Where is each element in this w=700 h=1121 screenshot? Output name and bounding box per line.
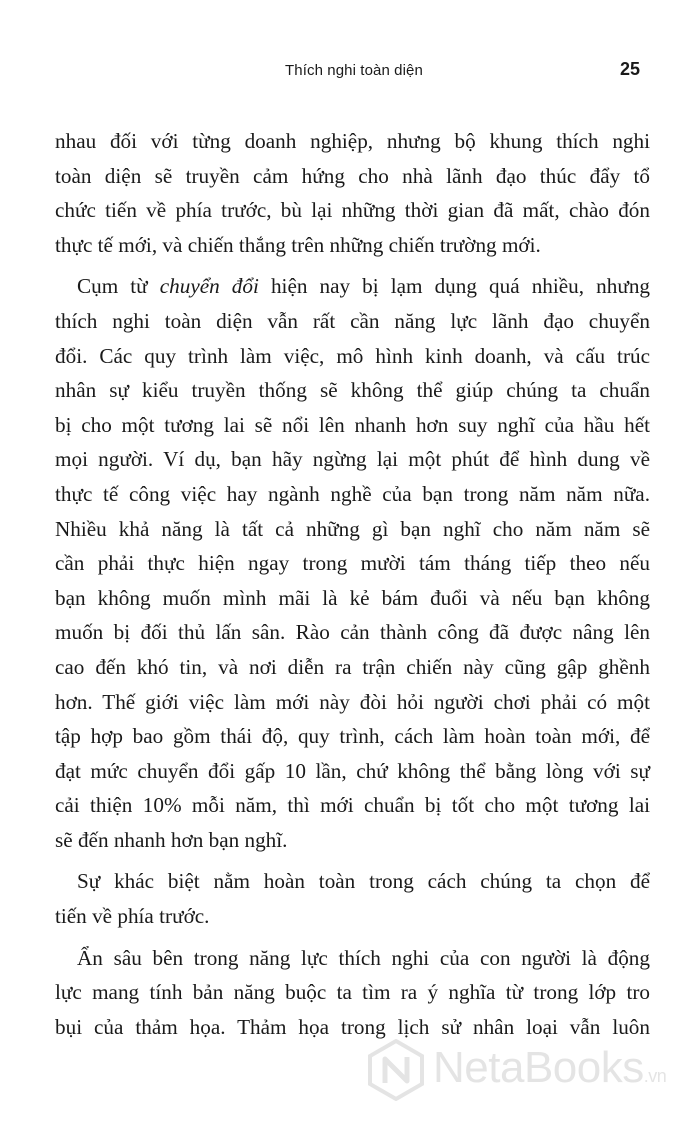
text-line: bạn không muốn mình mãi là kẻ bám đuổi và nếu bạn không	[55, 585, 650, 610]
text-line: mọi người. Ví dụ, bạn hãy ngừng lại một phút để hình dung về	[55, 447, 650, 472]
paragraph-4	[55, 941, 650, 1045]
text-line: đạt mức chuyển đổi gấp 10 lần, chứ không thể bằng lòng với sự	[55, 758, 650, 783]
text-line: tiến về phía trước.	[55, 904, 210, 929]
text-line: cao đến khó tin, và nơi diễn ra trận chiến này cũng gập ghềnh	[55, 654, 650, 679]
text-line: cải thiện 10% mỗi năm, thì mới chuẩn bị tốt cho một tương lai	[55, 793, 650, 818]
italic-term: chuyển đổi	[159, 274, 259, 299]
text-line: thực tế mới, và chiến thắng trên những chiến trường mới.	[55, 232, 541, 257]
text-line: Sự khác biệt nằm hoàn toàn trong cách chúng ta chọn để	[77, 869, 650, 894]
paragraph-3	[55, 864, 650, 933]
paragraph-1	[55, 124, 650, 262]
body-text	[55, 124, 650, 1051]
text-line: toàn diện sẽ truyền cảm hứng cho nhà lãnh đạo thúc đẩy tổ	[55, 163, 650, 188]
text-line: bụi của thảm họa. Thảm họa trong lịch sử nhân loại vẫn luôn	[55, 1014, 650, 1039]
text-line: nhau đối với từng doanh nghiệp, nhưng bộ khung thích nghi	[55, 129, 650, 153]
text-line: chức tiến về phía trước, bù lại những thời gian đã mất, chào đón	[55, 198, 650, 223]
text-line: tập hợp bao gồm thái độ, quy trình, cách làm hoàn toàn mới, để	[55, 724, 650, 749]
paragraph-2	[55, 269, 650, 857]
watermark-suffix: .vn	[643, 1066, 667, 1086]
text-line: nhân sự kiểu truyền thống sẽ không thể giúp chúng ta chuẩn	[55, 378, 650, 403]
text-line: bị cho một tương lai sẽ nổi lên nhanh hơn suy nghĩ của hầu hết	[55, 412, 650, 437]
text-line: sẽ đến nhanh hơn bạn nghĩ.	[55, 827, 288, 852]
text-line: cần phải thực hiện ngay trong mười tám tháng tiếp theo nếu	[55, 551, 650, 576]
text-line: thực tế công việc hay ngành nghề của bạn trong năm năm nữa.	[55, 481, 650, 506]
running-title: Thích nghi toàn diện	[285, 62, 423, 79]
text-line: đổi. Các quy trình làm việc, mô hình kinh doanh, và cấu trúc	[55, 343, 650, 368]
netabooks-logo-icon	[365, 1039, 427, 1101]
text-line: lực mang tính bản năng buộc ta tìm ra ý nghĩa từ trong lớp tro	[55, 980, 650, 1005]
text-line: Nhiều khả năng là tất cả những gì bạn nghĩ cho năm năm sẽ	[55, 516, 650, 541]
page-number: 25	[619, 59, 640, 79]
text-line: hơn. Thế giới việc làm mới này đòi hỏi người chơi phải có một	[55, 689, 650, 714]
running-header	[0, 58, 700, 88]
text-line-with-italic: Cụm từ chuyển đổi hiện nay bị lạm dụng quá nhiều, nhưng	[77, 274, 651, 299]
watermark	[365, 1035, 685, 1115]
text-line: Ẩn sâu bên trong năng lực thích nghi của con người là động	[77, 945, 650, 970]
text-line: muốn bị đối thủ lấn sân. Rào cản thành công đã được nâng lên	[55, 620, 650, 645]
text-line: thích nghi toàn diện vẫn rất cần năng lực lãnh đạo chuyển	[55, 308, 650, 333]
watermark-brand: NetaBooks.vn	[433, 1043, 667, 1092]
